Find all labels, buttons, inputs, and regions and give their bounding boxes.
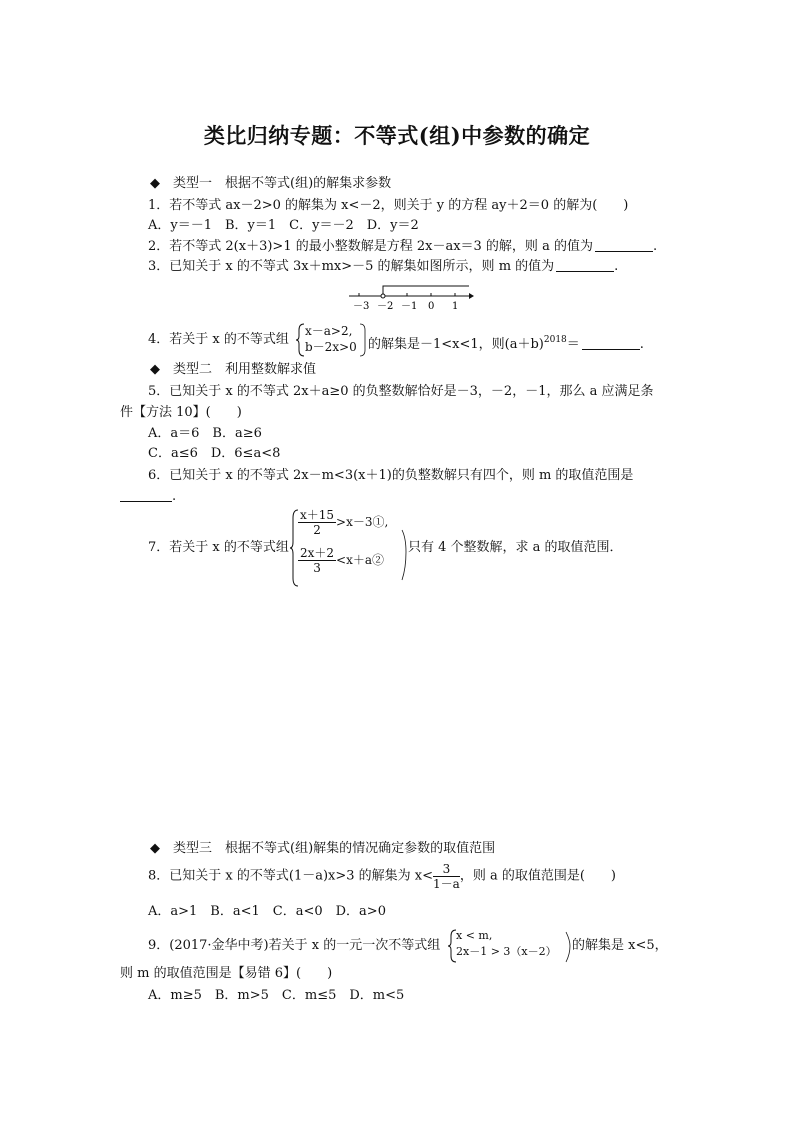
question-2-text: 2．若不等式 2(x＋3)>1 的最小整数解是方程 2x－ax＝3 的解，则 a 的值为 bbox=[148, 239, 593, 254]
denominator: 3 bbox=[313, 561, 321, 575]
section-heading-type1: ◆ 类型一 根据不等式(组)的解集求参数 bbox=[150, 176, 392, 191]
question-9-system-line1: x < m, bbox=[456, 929, 493, 942]
solution-bracket bbox=[383, 286, 469, 296]
question-6-line2 bbox=[120, 489, 176, 505]
answer-blank bbox=[120, 489, 172, 502]
period: . bbox=[652, 239, 658, 254]
denominator: 2 bbox=[313, 523, 321, 537]
answer-blank bbox=[556, 259, 614, 272]
question-9-system-line2: 2x－1 > 3（x－2） bbox=[456, 945, 557, 958]
answer-blank bbox=[595, 239, 653, 252]
question-8-text-suffix: ，则 a 的取值范围是( ) bbox=[459, 868, 616, 884]
question-8-stem bbox=[148, 862, 616, 891]
fraction bbox=[298, 508, 336, 537]
tick-label: －3 bbox=[353, 301, 370, 312]
question-4-system-line1: x－a>2, bbox=[305, 324, 353, 338]
question-7-suffix: 只有 4 个整数解，求 a 的取值范围． bbox=[408, 540, 623, 555]
question-5-line1: 5．已知关于 x 的不等式 2x＋a≥0 的负整数解恰好是－3，－2，－1，那么 a 应满足条 bbox=[148, 384, 654, 399]
page-title: 类比归纳专题：不等式(组)中参数的确定 bbox=[203, 123, 591, 148]
tick-label: 1 bbox=[452, 301, 459, 312]
open-circle-marker bbox=[381, 294, 385, 298]
period: . bbox=[639, 337, 644, 352]
fraction bbox=[433, 862, 460, 891]
tick-label: 0 bbox=[428, 301, 435, 312]
question-3-text: 3．已知关于 x 的不等式 3x＋mx>－5 的解集如图所示，则 m 的值为 bbox=[148, 259, 555, 274]
period: . bbox=[172, 489, 177, 504]
question-4-text: 的解集是－1<x<1，则(a＋b) bbox=[368, 337, 544, 352]
tick-label: －2 bbox=[377, 301, 394, 312]
number-line-figure bbox=[345, 282, 475, 312]
section-heading-type2: ◆ 类型二 利用整数解求值 bbox=[150, 362, 316, 377]
numerator: 2x＋2 bbox=[300, 546, 335, 560]
fraction bbox=[298, 546, 336, 575]
denominator: 1－a bbox=[433, 877, 460, 891]
question-9-line2: 则 m 的取值范围是【易错 6】( ) bbox=[120, 966, 333, 981]
inequality-rest: >x－3①, bbox=[336, 515, 389, 529]
question-1-options: A．y＝－1 B．y＝1 C．y＝－2 D．y＝2 bbox=[148, 218, 419, 233]
inequality-rest: <x＋a② bbox=[336, 553, 385, 567]
tick-label: －1 bbox=[401, 301, 418, 312]
question-2 bbox=[148, 239, 657, 255]
answer-blank bbox=[582, 337, 640, 350]
equals-sign: ＝ bbox=[566, 337, 580, 352]
question-4-suffix bbox=[368, 332, 644, 353]
exponent: 2018 bbox=[543, 335, 567, 345]
question-7-inequality-1 bbox=[298, 508, 388, 537]
question-3 bbox=[148, 259, 618, 275]
arrow-right-icon bbox=[469, 293, 474, 299]
question-9-prefix: 9．(2017·金华中考)若关于 x 的一元一次不等式组 bbox=[148, 938, 441, 953]
section-heading-type3: ◆ 类型三 根据不等式(组)解集的情况确定参数的取值范围 bbox=[150, 841, 496, 856]
numerator: 3 bbox=[433, 862, 460, 877]
question-1-stem: 1．若不等式 ax－2>0 的解集为 x<－2，则关于 y 的方程 ay＋2＝0 的解为( ) bbox=[148, 198, 629, 213]
numerator: x＋15 bbox=[300, 508, 335, 522]
question-9-options: A．m≥5 B．m>5 C．m≤5 D．m<5 bbox=[148, 988, 405, 1003]
question-8-text: 8．已知关于 x 的不等式(1－a)x>3 的解集为 x< bbox=[148, 868, 434, 884]
question-5-options-row2: C．a≤6 D．6≤a<8 bbox=[148, 446, 281, 461]
question-5-options-row1: A．a＝6 B．a≥6 bbox=[148, 426, 262, 441]
question-4-prefix: 4．若关于 x 的不等式组 bbox=[148, 332, 289, 347]
question-7-inequality-2 bbox=[298, 546, 384, 575]
period: . bbox=[614, 259, 619, 274]
question-5-line2: 件【方法 10】( ) bbox=[120, 405, 242, 420]
question-4-system-line2: b－2x>0 bbox=[305, 340, 357, 354]
question-8-options: A．a>1 B．a<1 C．a<0 D．a>0 bbox=[148, 904, 386, 919]
question-7-prefix: 7．若关于 x 的不等式组 bbox=[148, 540, 289, 555]
question-9-suffix: 的解集是 x<5， bbox=[572, 938, 668, 953]
question-6-line1: 6．已知关于 x 的不等式 2x－m<3(x＋1)的负整数解只有四个，则 m 的取值范围是 bbox=[148, 468, 634, 483]
